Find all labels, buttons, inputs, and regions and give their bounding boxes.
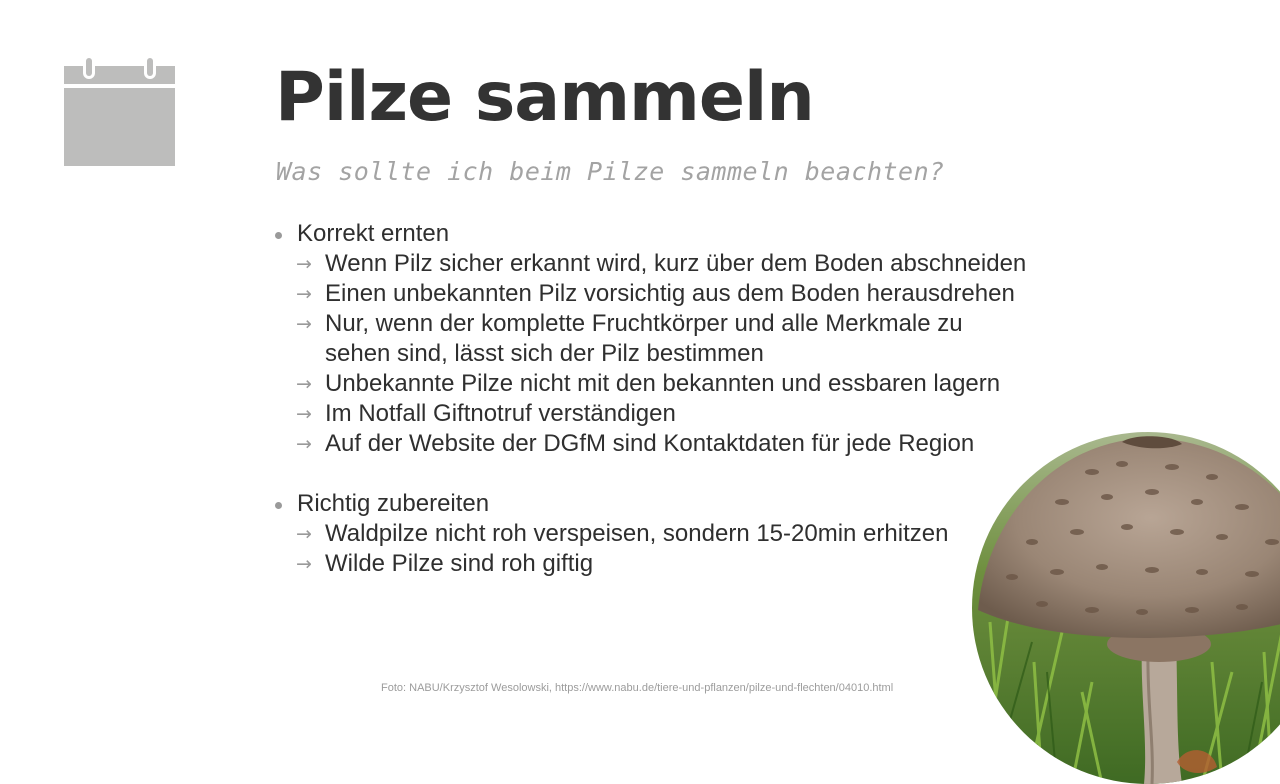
arrow-right-icon: → bbox=[296, 283, 312, 305]
list-item bbox=[274, 549, 1094, 579]
section-harvest bbox=[274, 219, 1094, 459]
bullet-dot-icon bbox=[275, 232, 282, 239]
mushroom-photo bbox=[972, 432, 1280, 784]
arrow-right-icon: → bbox=[296, 313, 312, 335]
arrow-right-icon: → bbox=[296, 433, 312, 455]
list-item-text: Nur, wenn der komplette Fruchtkörper und alle Merkmale zu sehen sind, lässt sich der Pilz bestimmen bbox=[325, 310, 963, 367]
bullet-dot-icon bbox=[275, 502, 282, 509]
list-item bbox=[274, 279, 1094, 309]
arrow-right-icon: → bbox=[296, 253, 312, 275]
section-heading-text: Richtig zubereiten bbox=[297, 490, 490, 517]
list-item-text: Waldpilze nicht roh verspeisen, sondern 15-20min erhitzen bbox=[325, 520, 949, 547]
list-item-text: Wenn Pilz sicher erkannt wird, kurz über dem Boden abschneiden bbox=[325, 250, 1027, 277]
list-item-text: Im Notfall Giftnotruf verständigen bbox=[325, 400, 676, 427]
list-item bbox=[274, 519, 1094, 549]
arrow-right-icon: → bbox=[296, 403, 312, 425]
list-item bbox=[274, 249, 1094, 279]
slide-subtitle: Was sollte ich beim Pilze sammeln beachten? bbox=[276, 157, 945, 186]
photo-credit: Foto: NABU/Krzysztof Wesolowski, https://www.nabu.de/tiere-und-pflanzen/pilze-und-flechten/04010.html bbox=[381, 682, 894, 694]
section-heading-text: Korrekt ernten bbox=[297, 220, 450, 247]
list-item-text: Auf der Website der DGfM sind Kontaktdaten für jede Region bbox=[325, 430, 975, 457]
section-heading bbox=[274, 219, 1094, 249]
list-item bbox=[274, 309, 1025, 369]
bullet-content bbox=[274, 219, 1094, 609]
arrow-right-icon: → bbox=[296, 373, 312, 395]
list-item bbox=[274, 399, 1094, 429]
arrow-right-icon: → bbox=[296, 553, 312, 575]
section-prepare bbox=[274, 489, 1094, 579]
calendar-icon bbox=[64, 55, 175, 166]
list-item-text: Wilde Pilze sind roh giftig bbox=[325, 550, 594, 577]
list-item bbox=[274, 429, 1094, 459]
arrow-right-icon: → bbox=[296, 523, 312, 545]
slide-title: Pilze sammeln bbox=[275, 58, 814, 137]
list-item-text: Einen unbekannten Pilz vorsichtig aus dem Boden herausdrehen bbox=[325, 280, 1015, 307]
section-heading bbox=[274, 489, 1094, 519]
list-item bbox=[274, 369, 1094, 399]
list-item-text: Unbekannte Pilze nicht mit den bekannten und essbaren lagern bbox=[325, 370, 1001, 397]
